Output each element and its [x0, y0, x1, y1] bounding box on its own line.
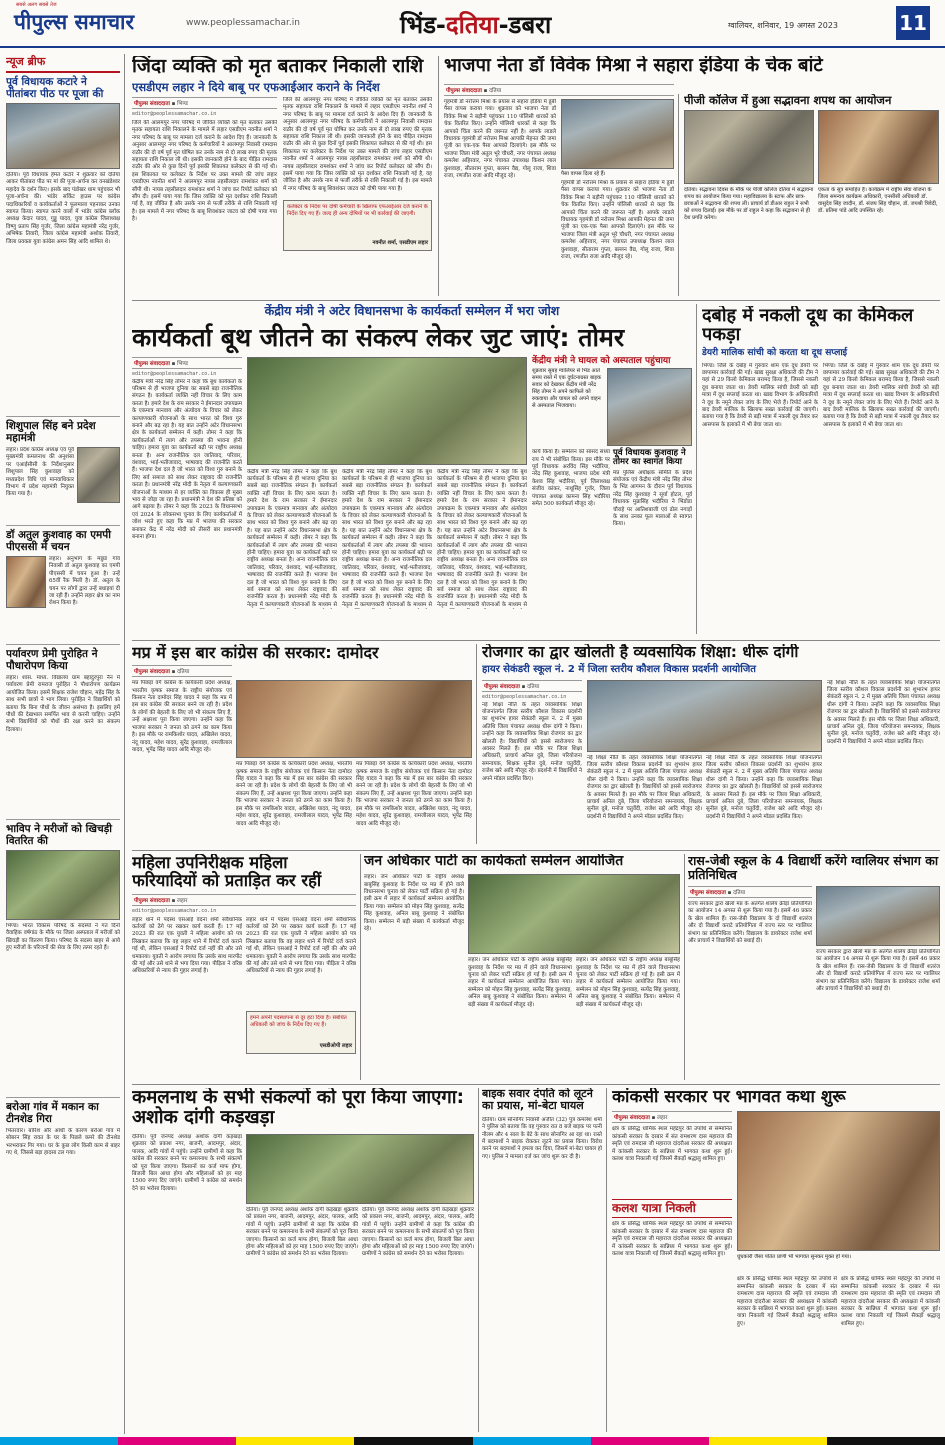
story-body: लहार। जन अधिकार पार्टी के राष्ट्रीय अध्यक्ष बाबूसिंह कुशवाह के निर्देश पर मप्र में होने वाले विधानसभा चुनाव को लेकर पार्टी सक्रिय हो गई है। इसी क्रम में लहार में कार्यकर्ता सम्मेलन आयोजित किया गया। सम्मेलन को मोहन सिंह कुशवाह, सत्येंद्र सिंह कुशवाह, अनिल बाबू कुशवाह ने संबोधित किया। सम्मेलन में बड़ी संख्या में कार्यकर्ता मौजूद रहे। — [364, 874, 464, 932]
story-body: लहार थाने में पदस्थ एसआई वंदना शर्मा संवैधानिक कर्तव्यों को ठेंगे पर रखकर कार्य करती हैं। 17 मई 2023 की रात एक युवती ने महिला आयोग को पत्र लिखकर बताया कि वह लहार थाने में रिपोर्ट दर्ज कराने गई थी, लेकिन एसआई ने रिपोर्ट दर्ज नहीं की और उसे धमकाया। युवती ने आरोप लगाया कि उसके साथ मारपीट की गई और उसे थाने से भगा दिया गया। पीड़िता ने वरिष्ठ अधिकारियों से न्याय की गुहार लगाई है। — [132, 916, 242, 975]
byline-place: दतिया — [177, 669, 190, 676]
story-body-cont: मप्र पिछड़ा वर्ग कांग्रेस के कार्यकारी प्रदेश अध्यक्ष, भारतीय कृषक समाज के राष्ट्रीय संयोजक एवं किसान नेता दामोदर सिंह यादव ने कहा कि मप्र में इस बार कांग्रेस की सरकार बनने जा रही है। प्रदेश के लोगों की बेहतरी के लिए जो भी संकल्प लिए हैं, उन्हें अक्षरशः पूरा किया जाएगा। उन्होंने कहा कि भाजपा सरकार ने जनता को ठगने का काम किया है। इस मौके पर रामकिशोर यादव, अखिलेश यादव, नंदू यादव, महेश यादव, सुरेंद्र कुशवाहा, रामजीलाल यादव, भूपेंद्र सिंह यादव आदि मौजूद रहे। — [356, 761, 472, 827]
byline: पीपुल्स संवाददाता ▪ दतिया — [482, 680, 582, 692]
brief-title: भाविप ने मरीजों को खिचड़ी वितरित की — [6, 823, 112, 847]
story-headline: पीजी कॉलेज में हुआ सद्भावना शपथ का आयोजन — [684, 94, 892, 107]
story-side-body: कार्य किया है। सम्मेलन को सांसद संध्या राय ने भी संबोधित किया। इस मौके पर पूर्व विधायक अरविंद सिंह भदौरिया, नरेंद्र सिंह कुशवाह, भाजपा प्रदेश मंत्री केशव सिंह भदौरिया, पूर्व जिलाध्यक्ष संजीव कांकर, नाथूसिंह गुर्जर, जिला पंचायत अध्यक्ष कामना सिंह भदौरिया समेत 500 कार्यकर्ता मौजूद रहे। — [532, 449, 610, 508]
byline: पीपुल्स संवाददाता ▪ दतिया — [688, 886, 812, 898]
story-woman-si — [132, 854, 356, 1080]
brief-photo — [6, 103, 120, 169]
quote-text: कलेक्टर के निर्देश पर दोषी कर्मचारी के खिलाफ एफआईआर दर्ज कराने के निर्देश दिए गए हैं। जल्द ही अन्य दोषियों पर भी कार्रवाई की जाएगी। — [287, 203, 428, 217]
story-photo — [818, 110, 939, 184]
story-body-cont: गृहमंत्री डॉ नरोत्तम मिश्रा के प्रयास से सहारा इंडिया में डूबी पैसा वापस कराया गया। शुक्रवार को भाजपा नेता डॉ विवेक मिश्रा ने बड़ौनी पहुंचकर 110 पॉलिसी धारकों को चेक वितरित किए। उन्होंने पॉलिसी धारकों से कहा कि आपको चिंता करने की जरूरत नहीं है। आपके लाडले विधायक गृहमंत्री डॉ नरोत्तम मिश्रा आपकी मेहनत की जमा पूंजी का एक-एक पैसा आपको दिलाएंगे। इस मौके पर भाजपा जिला मंत्री अतुल भूरे चौधरी, नगर पंचायत अध्यक्ष कमलेश अहिरवार, नगर पंचायत उपाध्यक्ष किशन लाल कुशवाहा, सीताराम गुप्ता, बल्लन वैद्य, गोलू राजा, शिवा राजा, रणजीत राजा आदि मौजूद रहे। — [561, 180, 674, 261]
column-rule — [124, 54, 125, 1434]
story-body-cont: नई शिक्षा नीति के तहत व्यवसायिक शिक्षा योजनांतर्गत जिला स्तरीय कौशल विकास प्रदर्शनी का शुभारंभ हायर सेकंडरी स्कूल नं. 2 में मुख्य अतिथि जिला पंचायत अध्यक्ष धीरू दांगी ने किया। उन्होंने कहा कि व्यवसायिक शिक्षा रोजगार का द्वार खोलती है। विद्यार्थियों को इससे स्वरोजगार के अवसर मिलते हैं। इस मौके पर जिला शिक्षा अधिकारी, प्राचार्य अनिल दुबे, जिला परियोजना समन्वयक, शिक्षक सुनील दुबे, मनोज चतुर्वेदी, राजेश खरे आदि मौजूद रहे। प्रदर्शनी में विद्यार्थियों ने अपने मॉडल प्रदर्शित किए। — [587, 754, 702, 820]
byline-source: पीपुल्स संवाददाता — [134, 360, 170, 367]
byline-source: पीपुल्स संवाददाता — [134, 669, 170, 676]
story-body-cont: लहार। जन अधिकार पार्टी के राष्ट्रीय अध्यक्ष बाबूसिंह कुशवाह के निर्देश पर मप्र में होने वाले विधानसभा चुनाव को लेकर पार्टी सक्रिय हो गई है। इसी क्रम में लहार में कार्यकर्ता सम्मेलन आयोजित किया गया। सम्मेलन को मोहन सिंह कुशवाह, सत्येंद्र सिंह कुशवाह, अनिल बाबू कुशवाह ने संबोधित किया। सम्मेलन में बड़ी संख्या में कार्यकर्ता मौजूद रहे। — [468, 957, 572, 1008]
story-photo — [587, 680, 822, 752]
story-body-cont: नई शिक्षा नीति के तहत व्यवसायिक शिक्षा योजनांतर्गत जिला स्तरीय कौशल विकास प्रदर्शनी का शुभारंभ हायर सेकंडरी स्कूल नं. 2 में मुख्य अतिथि जिला पंचायत अध्यक्ष धीरू दांगी ने किया। उन्होंने कहा कि व्यवसायिक शिक्षा रोजगार का द्वार खोलती है। विद्यार्थियों को इससे स्वरोजगार के अवसर मिलते हैं। इस मौके पर जिला शिक्षा अधिकारी, प्राचार्य अनिल दुबे, जिला परियोजना समन्वयक, शिक्षक सुनील दुबे, मनोज चतुर्वेदी, राजेश खरे आदि मौजूद रहे। प्रदर्शनी में विद्यार्थियों ने अपने मॉडल प्रदर्शित किए। — [827, 679, 940, 745]
story-body: नई शिक्षा नीति के तहत व्यवसायिक शिक्षा योजनांतर्गत जिला स्तरीय कौशल विकास प्रदर्शनी का शुभारंभ हायर सेकंडरी स्कूल नं. 2 में मुख्य अतिथि जिला पंचायत अध्यक्ष धीरू दांगी ने किया। उन्होंने कहा कि व्यवसायिक शिक्षा रोजगार का द्वार खोलती है। विद्यार्थियों को इससे स्वरोजगार के अवसर मिलते हैं। इस मौके पर जिला शिक्षा अधिकारी, प्राचार्य अनिल दुबे, जिला परियोजना समन्वयक, शिक्षक सुनील दुबे, मनोज चतुर्वेदी, राजेश खरे आदि मौजूद रहे। प्रदर्शनी में विद्यार्थियों ने अपने मॉडल प्रदर्शित किए। — [482, 701, 582, 782]
story-headline: दबोह में नकली दूध का केमिकल पकड़ा — [702, 306, 914, 346]
brief-item — [6, 76, 120, 412]
story-photo — [816, 886, 940, 946]
story-jan-adhikar — [364, 854, 680, 1080]
column-rule — [696, 304, 697, 634]
story-bike-robbery — [482, 1088, 602, 1432]
row-rule — [132, 850, 940, 851]
sub-story-headline: पूर्व विधायक कुशवाह ने तोमर का स्वागत किया — [613, 448, 686, 468]
story-body-cont: लहार। जन अधिकार पार्टी के राष्ट्रीय अध्यक्ष बाबूसिंह कुशवाह के निर्देश पर मप्र में होने वाले विधानसभा चुनाव को लेकर पार्टी सक्रिय हो गई है। इसी क्रम में लहार में कार्यकर्ता सम्मेलन आयोजित किया गया। सम्मेलन को मोहन सिंह कुशवाह, सत्येंद्र सिंह कुशवाह, अनिल बाबू कुशवाह ने संबोधित किया। सम्मेलन में बड़ी संख्या में कार्यकर्ता मौजूद रहे। — [576, 957, 680, 1008]
byline-email[interactable]: editor@peoplessamachar.co.in — [132, 907, 217, 914]
story-headline: रास-जेबी स्कूल के 4 विद्यार्थी करेंगे ग्वालियर संभाग का प्रतिनिधित्व — [688, 854, 939, 882]
section-bhind: भिंड- — [400, 11, 446, 39]
story-body-cont: दतिया। पूर्व जनपद अध्यक्ष अशोक दांगी कड़खड़ा शुक्रवार को प्रकाश नगर, बाजनी, आदमपुर, अंदार, पालक, आदि गांवों में पहुंचे। उन्होंने ग्रामीणों से कहा कि कांग्रेस की सरकार बनने पर कमलनाथ के सभी संकल्पों को पूरा किया जाएगा। किसानों का कर्ज माफ होगा, बिजली बिल आधा होगा और महिलाओं को हर माह 1500 रुपए दिए जाएंगे। ग्रामीणों ने कांग्रेस को समर्थन देने का भरोसा दिलाया। — [362, 1206, 474, 1258]
pull-quote: कलश यात्रा निकली — [612, 1199, 732, 1218]
story-body-cont: मप्र पिछड़ा वर्ग कांग्रेस के कार्यकारी प्रदेश अध्यक्ष, भारतीय कृषक समाज के राष्ट्रीय संयोजक एवं किसान नेता दामोदर सिंह यादव ने कहा कि मप्र में इस बार कांग्रेस की सरकार बनने जा रही है। प्रदेश के लोगों की बेहतरी के लिए जो भी संकल्प लिए हैं, उन्हें अक्षरशः पूरा किया जाएगा। उन्होंने कहा कि भाजपा सरकार ने जनता को ठगने का काम किया है। इस मौके पर रामकिशोर यादव, अखिलेश यादव, नंदू यादव, महेश यादव, सुरेंद्र कुशवाहा, रामजीलाल यादव, भूपेंद्र सिंह यादव आदि मौजूद रहे। — [236, 761, 352, 827]
byline-source: पीपुल्स संवाददाता — [134, 100, 170, 107]
quote-by: एसडीओपी लहार — [319, 1042, 352, 1049]
story-kamalnath-resolutions — [132, 1088, 474, 1432]
story-body-cont: क्षेत्र के प्रसिद्ध धार्मिक स्थल महेंद्रपुर की उपाधि से सम्मानित कांकसी सरकार के दरबार में संत रामशरण दास महाराज की स्मृति एवं रामदास जी महाराज दांदरौआ सरकार की अध्यक्षता में कांकसी सरकार के सान्निध्य में भागवत कथा शुरू हुई। कलश यात्रा निकाली गई जिसमें सैकड़ों श्रद्धालु शामिल हुए। — [737, 1276, 837, 1327]
story-photo — [684, 110, 814, 184]
story-tomar-booth — [132, 304, 692, 634]
photo-caption: धुंधकारी जैसा पतित प्राणी भी भागवत सुनकर मुक्त हो गया। — [737, 1254, 852, 1261]
story-quote — [246, 1011, 356, 1054]
story-headline: मप्र में इस बार कांग्रेस की सरकार: दामोदर — [132, 644, 379, 662]
story-photo — [468, 874, 680, 954]
story-photo — [246, 1134, 474, 1204]
section-title — [400, 8, 551, 41]
byline-email[interactable]: editor@peoplessamachar.co.in — [132, 110, 217, 117]
brief-body: भितरवार। बारिश और आंधी के कारण बरोआ गांव में सोबरन सिंह रावत के घर के पिछले कमरे की टीनशेड भरभराकर गिर गया। घर के कुछ लोग किसी काम से बाहर गए थे, जिससे बड़ा हादसा टल गया। — [6, 1128, 120, 1157]
story-headline: भाजपा नेता डॉ विवेक मिश्रा ने सहारा इंडिया के चेक बांटे — [444, 56, 823, 76]
photo-caption: दतिया। सद्भावना दिवस के मौके पर पीजी कॉलेज दतिया में सद्भावना शपथ का आयोजन किया गया। महाविद्यालय के स्टाफ और छात्र-छात्राओं ने सद्भावना की शपथ ली। प्राचार्य डॉ डीआर राहुल ने सभी को शपथ दिलाई। इस मौके पर डॉ राहुल ने कहा कि सद्भावना से ही देश प्रगति करेगा। — [684, 187, 814, 222]
site-url[interactable]: www.peoplessamachar.in — [186, 18, 300, 28]
brief-item — [6, 416, 120, 521]
story-photo — [561, 99, 674, 169]
quote-text: हमने अपनी पदस्थापना से दूर हटा दिया है। संबंधित अधिकारी को जांच के निर्देश दिए गए हैं। — [250, 1014, 347, 1028]
brief-item — [6, 1097, 120, 1228]
byline-place: दतिया — [733, 890, 746, 896]
column-rule — [606, 1088, 607, 1432]
brief-body: लहार। शास. माध्य. विद्यालय ग्राम बहादुरपुरा नैन में पर्यावरण प्रेमी रामराज पुरोहित ने पौधारोपण कार्यक्रम आयोजित किया। इसमें शिक्षक राजेश चौहान, महेंद्र सिंह के साथ सभी छात्रों ने भाग लिया। पुरोहित ने विद्यार्थियों को बताया कि बिना पौधों के जीवन असंभव है। इसलिए हमें पौधों की देखभाल समर्पित भाव से करनी चाहिए। उन्होंने सभी विद्यार्थियों को पौधों की रक्षा करने का संकल्प दिलाया। — [6, 675, 120, 733]
brief-title: शिशुपाल सिंह बने प्रदेश महामंत्री — [6, 420, 96, 444]
brief-photo — [6, 850, 120, 920]
story-headline: बाइक सवार दंपति को लूटने का प्रयास, मां-बेटा घायल — [482, 1088, 593, 1112]
story-headline: महिला उपनिरीक्षक महिला फरियादियों को प्रताड़ित कर रहीं — [132, 854, 322, 890]
row-rule — [132, 300, 940, 301]
column-rule — [476, 644, 477, 844]
brief-photo — [77, 447, 120, 503]
byline-place: भिण्ड — [177, 100, 188, 107]
byline-place: दतिया — [489, 88, 502, 94]
story-pg-college-oath — [684, 94, 939, 296]
print-registration-bar — [0, 1437, 945, 1445]
dateline: ग्वालियर, शनिवार, 19 अगस्त 2023 — [728, 21, 839, 30]
byline-email[interactable]: editor@peoplessamachar.co.in — [482, 693, 567, 700]
story-body: दतिया। पूर्व जनपद अध्यक्ष अशोक दांगी कड़खड़ा शुक्रवार को प्रकाश नगर, बाजनी, आदमपुर, अंदार, पालक, आदि गांवों में पहुंचे। उन्होंने ग्रामीणों से कहा कि कांग्रेस की सरकार बनने पर कमलनाथ के सभी संकल्पों को पूरा किया जाएगा। किसानों का कर्ज माफ होगा, बिजली बिल आधा होगा और महिलाओं को हर माह 1500 रुपए दिए जाएंगे। ग्रामीणों ने कांग्रेस को समर्थन देने का भरोसा दिलाया। — [132, 1133, 242, 1192]
sub-story-body: मप्र पुलिस अधीक्षक समिति के प्रदेश संयोजक एवं केंद्रीय मंत्री नरेंद्र सिंह तोमर के भिंड आगमन के दौरान पूर्व विधायक नरेंद्र सिंह कुशवाह ने सूर्या होटल, पूर्व विधायक मुन्नासिंह भदौरिया ने भिंडोडा चौराहे पर आतिशबाजी एवं ढोल नगाड़ों के साथ उनका फूल मालाओं से स्वागत किया। — [613, 469, 692, 528]
story-body: भिण्ड। जिले के दबोह में गुरुवार शाम एक दूध डेयरी पर छापामार कार्रवाई की गई। खाद्य सुरक्षा अधिकारी की टीम ने यहां से 29 किलो केमिकल बरामद किया है, जिससे नकली दूध बनाया जाता था। डेयरी मालिक सांची डेयरी को बड़ी मात्रा में दूध सप्लाई करता था। खाद्य विभाग के अधिकारियों ने दूध के नमूने लेकर जांच के लिए भेजे हैं। रिपोर्ट आने के बाद डेयरी मालिक के खिलाफ सख्त कार्रवाई की जाएगी। बताया गया है कि डेयरी से बड़ी मात्रा में नकली दूध तैयार कर आसपास के इलाकों में भी बेचा जाता था। — [702, 362, 818, 428]
story-vocational-education — [482, 644, 940, 844]
brief-title: पर्यावरण प्रेमी पुरोहित ने पौधारोपण किया — [6, 648, 98, 672]
byline-source: पीपुल्स संवाददाता — [614, 1115, 650, 1122]
page-number: 11 — [896, 6, 930, 40]
section-datia: दतिया — [445, 11, 499, 39]
brief-item — [6, 644, 120, 815]
inset-photo — [607, 368, 692, 446]
story-body-cont: दतिया। पूर्व जनपद अध्यक्ष अशोक दांगी कड़खड़ा शुक्रवार को प्रकाश नगर, बाजनी, आदमपुर, अंदार, पालक, आदि गांवों में पहुंचे। उन्होंने ग्रामीणों से कहा कि कांग्रेस की सरकार बनने पर कमलनाथ के सभी संकल्पों को पूरा किया जाएगा। किसानों का कर्ज माफ होगा, बिजली बिल आधा होगा और महिलाओं को हर माह 1500 रुपए दिए जाएंगे। ग्रामीणों ने कांग्रेस को समर्थन देने का भरोसा दिलाया। — [246, 1206, 358, 1258]
story-body: दतिया। ग्राम सोनागिर निवासी अजीत (32) पुत्र कमलेश शर्मा ने पुलिस को बताया कि वह गुरुवार रात 8 बजे बाइक पर पत्नी नीलम और 4 साल के बेटे के साथ सोनागिर आ रहा था। रास्ते में बदमाशों ने बाइक रोककर लूटने का प्रयास किया। विरोध करने पर बदमाशों ने हमला कर दिया, जिसमें मां-बेटा घायल हो गए। पुलिस ने मामला दर्ज कर जांच शुरू कर दी है। — [482, 1116, 602, 1160]
story-photo — [247, 357, 527, 465]
photo-caption: पैसा वापस दिला रहे हैं। — [561, 171, 606, 177]
section-dabra: -डबरा — [498, 11, 552, 39]
story-photo — [236, 680, 472, 758]
story-headline: रोजगार का द्वार खोलती है व्यवसायिक शिक्षा: धीरू दांगी — [482, 644, 799, 661]
story-subhead: डेयरी मालिक सांची को करता था दूध सप्लाई — [702, 347, 848, 358]
brief-body: दतिया। पूर्व विधायक हेमंत कटारे ने शुक्रवार को दतिया आकर पीतांबरा पीठ पर मां की पूजा-अर्चना कर वनखंडेश्वर महादेव के दर्शन किए। इसके बाद पंडोखर धाम पहुंचकर भी पूजा-अर्चना की। भांडेर सर्किट हाउस पर कांग्रेस पदाधिकारियों व कार्यकर्ताओं ने फूलमाला पहनाकर उनका स्वागत किया। स्वागत करने वालों में भांडेर कांग्रेस ब्लॉक अध्यक्ष केदार यादव, गुड्डू यादव, युवा कांग्रेस जिलाध्यक्ष विष्णु प्रताप सिंह गुर्जर, जिला कांग्रेस महामंत्री नरेंद्र गुर्जर, अभिषेक तिवारी, जिला कांग्रेस महामंत्री अशोक तिवारी, जिला प्रवक्ता युवा कांग्रेस अमन सिंह आदि शामिल थे। — [6, 172, 120, 245]
brief-body: लहार। अनुभाग के मछुंड गांव निवासी डॉ अतुल कुशवाह का एमपी पीएससी में चयन हुआ है। उन्हें 65वीं रैंक मिली है। डॉ. अतुल के चयन पर लोगों द्वारा उन्हें बधाइयां दी जा रही हैं। उन्होंने लहार क्षेत्र का नाम रोशन किया है। — [49, 556, 120, 607]
story-headline: कमलनाथ के सभी संकल्पों को पूरा किया जाएगा: अशोक दांगी कड़खड़ा — [132, 1088, 464, 1128]
byline-source: पीपुल्स संवाददाता — [134, 897, 170, 904]
story-body-cont: लहार थाने में पदस्थ एसआई वंदना शर्मा संवैधानिक कर्तव्यों को ठेंगे पर रखकर कार्य करती हैं। 17 मई 2023 की रात एक युवती ने महिला आयोग को पत्र लिखकर बताया कि वह लहार थाने में रिपोर्ट दर्ज कराने गई थी, लेकिन एसआई ने रिपोर्ट दर्ज नहीं की और उसे धमकाया। युवती ने आरोप लगाया कि उसके साथ मारपीट की गई और उसे थाने से भगा दिया गया। पीड़िता ने वरिष्ठ अधिकारियों से न्याय की गुहार लगाई है। — [246, 916, 356, 975]
story-fake-milk — [702, 306, 940, 634]
byline-place: लहार — [177, 897, 188, 904]
logo-tagline: सबसे अलग सबसे तेज — [16, 2, 57, 8]
brief-title: बरोआ गांव में मकान का टीनशेड गिरा — [6, 1101, 99, 1125]
story-body-cont: क्षेत्र के प्रसिद्ध धार्मिक स्थल महेंद्रपुर की उपाधि से सम्मानित कांकसी सरकार के दरबार में संत रामशरण दास महाराज की स्मृति एवं रामदास जी महाराज दांदरौआ सरकार की अध्यक्षता में कांकसी सरकार के सान्निध्य में भागवत कथा शुरू हुई। कलश यात्रा निकाली गई जिसमें सैकड़ों श्रद्धालु शामिल हुए। — [612, 1221, 732, 1257]
story-alive-declared-dead — [132, 56, 432, 296]
byline-source: पीपुल्स संवाददाता — [446, 88, 482, 94]
story-body: जिले की आलमपुर नगर परिषद में जीवित व्यक्ति को मृत बताकर उसकी मृतक सहायता राशि निकालने के मामले में लहार एसडीएम नवनीत शर्मा ने नगर परिषद के बाबू पर मामला दर्ज कराने के आदेश दिए हैं। जानकारी के अनुसार आलमपुर नगर परिषद के कर्मचारियों ने आलमपुर निवासी रामदास राठौर की दो वर्ष पूर्व मृत घोषित कर उनके नाम से दो लाख रुपए की मृतक सहायता राशि निकाल ली थी। इसकी जानकारी होने के बाद पीड़ित रामदास राठौर की ओर से कुछ दिनों पूर्व इसकी शिकायत कलेक्टर से की गई थी। इस शिकायत पर कलेक्टर के निर्देश पर उक्त मामले की जांच लहार एसडीएम नवनीत शर्मा ने आलमपुर नायब तहसीलदार रामशंकर शर्मा को सौंपी थी। नायब तहसीलदार रामशंकर शर्मा ने जांच कर रिपोर्ट कलेक्टर को सौंप दी। इसमें पाया गया कि जिस व्यक्ति को मृत दर्शाकर राशि निकाली गई है, वह जीवित है और उसके नाम से फर्जी तरीके से राशि निकाली गई है। इस मामले में नगर परिषद के बाबू शिवशंकर जाटव को दोषी पाया गया है। — [132, 119, 277, 223]
byline: पीपुल्स संवाददाता ▪ लहार — [132, 894, 356, 906]
brief-body: लहार। प्रदेश कांग्रेस अध्यक्ष एवं पूर्व मुख्यमंत्री कमलनाथ की अनुशंसा पर एआईसीसी के निर्देशानुसार शिशुपाल सिंह कुशवाहा को मध्यप्रदेश विधि एवं मानवाधिकार विभाग में प्रदेश महामंत्री नियुक्त किया गया है। — [6, 447, 74, 498]
story-photo — [737, 1111, 940, 1251]
story-headline: जिंदा व्यक्ति को मृत बताकर निकाली राशि — [132, 56, 424, 77]
column-rule — [438, 56, 439, 296]
column-rule — [360, 854, 361, 1080]
byline-source: पीपुल्स संवाददाता — [690, 890, 726, 896]
byline: पीपुल्स संवाददाता ▪ भिण्ड — [132, 357, 242, 369]
story-ras-jb-school — [688, 854, 940, 1080]
news-brief-column — [6, 54, 120, 1434]
brief-item — [6, 819, 120, 1093]
brief-title: डॉ अतुल कुशवाह का एमपी पीएससी में चयन — [6, 529, 111, 553]
column-rule — [478, 1088, 479, 1432]
row-rule — [132, 640, 940, 641]
story-body-cont: केंद्रीय मंत्री नरेंद्र सिंह तोमर ने कहा कि बूथ कार्यकर्ता के परिश्रम से ही भाजपा दुनिया का सबसे बड़ा राजनीतिक संगठन है। कार्यकर्ता व्यक्ति नहीं विचार के लिए काम करता है। हमारे देश के राम सरकार ने ईमानदार उपायक्रम के एकमात्र मानवाय और अंत्योदय के विचार को लेकर कल्याणकारी योजनाओं के साथ भारत को विश्व गुरु बनाने और बढ़ रहा है। यह बात उन्होंने अटेर विधानसभा क्षेत्र के कार्यकर्ता सम्मेलन में कही। तोमर ने कहा कि कार्यकर्ताओं में त्याग और तपस्या की भावना होनी चाहिए। हमारा युवा का कार्यकर्ता बढ़ी पर राष्ट्रीय अध्यक्ष बनता है। अन्य राजनीतिक दल जातिवाद, परिवार, वंशवाद, भाई-भतीजावाद, भाषावाद की राजनीति करते हैं। भाजपा देश दल है जो भारत को विश्व गुरु बनाने के लिए सर्व समाज को साथ लेकर राष्ट्रवाद की राजनीति करता है। प्रधानमंत्री नरेंद्र मोदी के नेतृत्व में कल्याणकारी योजनाओं के माध्यम से — [437, 468, 527, 608]
brief-title: पूर्व विधायक कटारे ने पीतांबरा पीठ पर पूजा की — [6, 76, 104, 100]
story-body: क्षेत्र के प्रसिद्ध धार्मिक स्थल महेंद्रपुर की उपाधि से सम्मानित कांकसी सरकार के दरबार में संत रामशरण दास महाराज की स्मृति एवं रामदास जी महाराज दांदरौआ सरकार की अध्यक्षता में कांकसी सरकार के सान्निध्य में भागवत कथा शुरू हुई। कलश यात्रा निकाली गई जिसमें सैकड़ों श्रद्धालु शामिल हुए। — [612, 1126, 732, 1162]
inset-headline: केंद्रीय मंत्री ने घायल को अस्पताल पहुंचाया — [532, 355, 671, 366]
byline: पीपुल्स संवाददाता ▪ लहार — [612, 1111, 732, 1123]
story-headline: जन अधिकार पार्टी का कार्यकर्ता सम्मेलन आयोजित — [364, 854, 624, 869]
inset-body: शुक्रवार सुबह ग्वालियर से भिंड आते समय रास्ते में एक दुर्घटनाग्रस्त बाइक सवार को देखकर केंद्रीय मंत्री नरेंद्र सिंह तोमर ने अपने काफिले को रुकवाया और घायल को अपने वाहन से अस्पताल भिजवाया। — [532, 368, 602, 410]
byline: पीपुल्स संवाददाता ▪ दतिया — [444, 84, 674, 96]
story-headline: कांकसी सरकार पर भागवत कथा शुरू — [612, 1088, 846, 1107]
row-rule — [132, 1084, 940, 1085]
brief-label: न्यूज ब्रीफ — [6, 54, 120, 73]
masthead — [0, 0, 945, 48]
story-body: गृहमंत्री डॉ नरोत्तम मिश्रा के प्रयास से सहारा इंडिया में डूबी पैसा वापस कराया गया। शुक्रवार को भाजपा नेता डॉ विवेक मिश्रा ने बड़ौनी पहुंचकर 110 पॉलिसी धारकों को चेक वितरित किए। उन्होंने पॉलिसी धारकों से कहा कि आपको चिंता करने की जरूरत नहीं है। आपके लाडले विधायक गृहमंत्री डॉ नरोत्तम मिश्रा आपकी मेहनत की जमा पूंजी का एक-एक पैसा आपको दिलाएंगे। इस मौके पर भाजपा जिला मंत्री अतुल भूरे चौधरी, नगर पंचायत अध्यक्ष कमलेश अहिरवार, नगर पंचायत उपाध्यक्ष किशन लाल कुशवाहा, सीताराम गुप्ता, बल्लन वैद्य, गोलू राजा, शिवा राजा, रणजीत राजा आदि मौजूद रहे। — [444, 99, 556, 180]
story-damodar — [132, 644, 472, 844]
logo: पीपुल्स समाचार — [14, 10, 135, 34]
story-body-cont: केंद्रीय मंत्री नरेंद्र सिंह तोमर ने कहा कि बूथ कार्यकर्ता के परिश्रम से ही भाजपा दुनिया का सबसे बड़ा राजनीतिक संगठन है। कार्यकर्ता व्यक्ति नहीं विचार के लिए काम करता है। हमारे देश के राम सरकार ने ईमानदार उपायक्रम के एकमात्र मानवाय और अंत्योदय के विचार को लेकर कल्याणकारी योजनाओं के साथ भारत को विश्व गुरु बनाने और बढ़ रहा है। यह बात उन्होंने अटेर विधानसभा क्षेत्र के कार्यकर्ता सम्मेलन में कही। तोमर ने कहा कि कार्यकर्ताओं में त्याग और तपस्या की भावना होनी चाहिए। हमारा युवा का कार्यकर्ता बढ़ी पर राष्ट्रीय अध्यक्ष बनता है। अन्य राजनीतिक दल जातिवाद, परिवार, वंशवाद, भाई-भतीजावाद, भाषावाद की राजनीति करते हैं। भाजपा देश दल है जो भारत को विश्व गुरु बनाने के लिए सर्व समाज को साथ लेकर राष्ट्रवाद की राजनीति करता है। प्रधानमंत्री नरेंद्र मोदी के नेतृत्व में कल्याणकारी योजनाओं के माध्यम से — [247, 468, 337, 608]
story-subhead: हायर सेकंडरी स्कूल नं. 2 में जिला स्तरीय कौशल विकास प्रदर्शनी आयोजित — [482, 663, 756, 675]
byline: पीपुल्स संवाददाता ▪ दतिया — [132, 665, 232, 677]
photo-caption: एकता के सूत्र समाहित हैं। कार्यक्रम में राष्ट्रीय सेवा योजना के जिला समन्वय कार्यक्रम अधिकारी, एनसीसी अधिकारी डॉ. वासुदेव सिंह जादौन, डॉ. संजय सिंह चौहान, डॉ. जयश्री त्रिवेदी, डॉ. प्रतिमा पांडे आदि उपस्थित रहे। — [818, 187, 938, 215]
story-body: मप्र पिछड़ा वर्ग कांग्रेस के कार्यकारी प्रदेश अध्यक्ष, भारतीय कृषक समाज के राष्ट्रीय संयोजक एवं किसान नेता दामोदर सिंह यादव ने कहा कि मप्र में इस बार कांग्रेस की सरकार बनने जा रही है। प्रदेश के लोगों की बेहतरी के लिए जो भी संकल्प लिए हैं, उन्हें अक्षरशः पूरा किया जाएगा। उन्होंने कहा कि भाजपा सरकार ने जनता को ठगने का काम किया है। इस मौके पर रामकिशोर यादव, अखिलेश यादव, नंदू यादव, महेश यादव, सुरेंद्र कुशवाहा, रामजीलाल यादव, भूपेंद्र सिंह यादव आदि मौजूद रहे। — [132, 680, 232, 753]
story-body-cont: भिण्ड। जिले के दबोह में गुरुवार शाम एक दूध डेयरी पर छापामार कार्रवाई की गई। खाद्य सुरक्षा अधिकारी की टीम ने यहां से 29 किलो केमिकल बरामद किया है, जिससे नकली दूध बनाया जाता था। डेयरी मालिक सांची डेयरी को बड़ी मात्रा में दूध सप्लाई करता था। खाद्य विभाग के अधिकारियों ने दूध के नमूने लेकर जांच के लिए भेजे हैं। रिपोर्ट आने के बाद डेयरी मालिक के खिलाफ सख्त कार्रवाई की जाएगी। बताया गया है कि डेयरी से बड़ी मात्रा में नकली दूध तैयार कर आसपास के इलाकों में भी बेचा जाता था। — [823, 362, 939, 428]
byline-place: दतिया — [527, 683, 540, 690]
story-bhagwat-katha — [612, 1088, 940, 1432]
story-body-cont: क्षेत्र के प्रसिद्ध धार्मिक स्थल महेंद्रपुर की उपाधि से सम्मानित कांकसी सरकार के दरबार में संत रामशरण दास महाराज की स्मृति एवं रामदास जी महाराज दांदरौआ सरकार की अध्यक्षता में कांकसी सरकार के सान्निध्य में भागवत कथा शुरू हुई। कलश यात्रा निकाली गई जिसमें सैकड़ों श्रद्धालु शामिल हुए। — [841, 1276, 940, 1327]
story-body-cont: नई शिक्षा नीति के तहत व्यवसायिक शिक्षा योजनांतर्गत जिला स्तरीय कौशल विकास प्रदर्शनी का शुभारंभ हायर सेकंडरी स्कूल नं. 2 में मुख्य अतिथि जिला पंचायत अध्यक्ष धीरू दांगी ने किया। उन्होंने कहा कि व्यवसायिक शिक्षा रोजगार का द्वार खोलती है। विद्यार्थियों को इससे स्वरोजगार के अवसर मिलते हैं। इस मौके पर जिला शिक्षा अधिकारी, प्राचार्य अनिल दुबे, जिला परियोजना समन्वयक, शिक्षक सुनील दुबे, मनोज चतुर्वेदी, राजेश खरे आदि मौजूद रहे। प्रदर्शनी में विद्यार्थियों ने अपने मॉडल प्रदर्शित किए। — [706, 754, 822, 820]
story-headline: कार्यकर्ता बूथ जीतने का संकल्प लेकर जुट जाएं: तोमर — [132, 322, 625, 352]
byline-place: भिण्ड — [177, 360, 188, 367]
byline-source: पीपुल्स संवाददाता — [484, 683, 520, 690]
story-body: राज्य सरकार द्वारा खेलो मप्र के अंतर्गत शालेय क्रीड़ा प्रतियोगिता का आयोजन 14 अगस्त से शुरू किया गया है। इसमें 46 प्रकार के खेल शामिल हैं। रास-जेबी विद्यालय के दो विद्यार्थी शतरंज और दो विद्यार्थी कराटे प्रतियोगिता में राज्य स्तर पर ग्वालियर संभाग का प्रतिनिधित्व करेंगे। विद्यालय के डायरेक्टर राजेश शर्मा और प्राचार्य ने विद्यार्थियों को बधाई दी। — [688, 901, 812, 945]
byline: पीपुल्स संवाददाता ▪ भिण्ड — [132, 97, 277, 109]
column-rule — [684, 854, 685, 1080]
brief-item — [6, 525, 120, 640]
story-body: केंद्रीय मंत्री नरेंद्र सिंह तोमर ने कहा कि बूथ कार्यकर्ता के परिश्रम से ही भाजपा दुनिया का सबसे बड़ा राजनीतिक संगठन है। कार्यकर्ता व्यक्ति नहीं विचार के लिए काम करता है। हमारे देश के राम सरकार ने ईमानदार उपायक्रम के एकमात्र मानवाय और अंत्योदय के विचार को लेकर कल्याणकारी योजनाओं के साथ भारत को विश्व गुरु बनाने और बढ़ रहा है। यह बात उन्होंने अटेर विधानसभा क्षेत्र के कार्यकर्ता सम्मेलन में कही। तोमर ने कहा कि कार्यकर्ताओं में त्याग और तपस्या की भावना होनी चाहिए। हमारा युवा का कार्यकर्ता बढ़ी पर राष्ट्रीय अध्यक्ष बनता है। अन्य राजनीतिक दल जातिवाद, परिवार, वंशवाद, भाई-भतीजावाद, भाषावाद की राजनीति करते हैं। भाजपा देश दल है जो भारत को विश्व गुरु बनाने के लिए सर्व समाज को साथ लेकर राष्ट्रवाद की राजनीति करता है। प्रधानमंत्री नरेंद्र मोदी के नेतृत्व में कल्याणकारी योजनाओं के माध्यम से हर व्यक्ति का विकास ही मुख्य भाव से जोड़ा जा रहा है। प्रधानमंत्री ने देश की प्रतिष्ठा को आगे बढ़ाया है। तोमर ने कहा कि 2023 के विधानसभा एवं 2024 के लोकसभा चुनाव के लिए कार्यकर्ताओं में जोश भरते हुए कहा कि मप्र में भाजपा की सरकार बनाकर केंद्र में नरेंद्र मोदी को तीसरी बार प्रधानमंत्री बनाना होगा। — [132, 378, 242, 541]
story-subhead: एसडीएम लहार ने दिये बाबू पर एफआईआर कराने के निर्देश — [132, 79, 380, 94]
story-body-cont: जिले की आलमपुर नगर परिषद में जीवित व्यक्ति को मृत बताकर उसकी मृतक सहायता राशि निकालने के मामले में लहार एसडीएम नवनीत शर्मा ने नगर परिषद के बाबू पर मामला दर्ज कराने के आदेश दिए हैं। जानकारी के अनुसार आलमपुर नगर परिषद के कर्मचारियों ने आलमपुर निवासी रामदास राठौर की दो वर्ष पूर्व मृत घोषित कर उनके नाम से दो लाख रुपए की मृतक सहायता राशि निकाल ली थी। इसकी जानकारी होने के बाद पीड़ित रामदास राठौर की ओर से कुछ दिनों पूर्व इसकी शिकायत कलेक्टर से की गई थी। इस शिकायत पर कलेक्टर के निर्देश पर उक्त मामले की जांच लहार एसडीएम नवनीत शर्मा ने आलमपुर नायब तहसीलदार रामशंकर शर्मा को सौंपी थी। नायब तहसीलदार रामशंकर शर्मा ने जांच कर रिपोर्ट कलेक्टर को सौंप दी। इसमें पाया गया कि जिस व्यक्ति को मृत दर्शाकर राशि निकाली गई है, वह जीवित है और उसके नाम से फर्जी तरीके से राशि निकाली गई है। इस मामले में नगर परिषद के बाबू शिवशंकर जाटव को दोषी पाया गया है। — [283, 96, 432, 192]
byline-place: लहार — [657, 1115, 668, 1122]
story-quote — [283, 200, 432, 251]
brief-body: भिण्ड। भारत विकास परिषद के सदस्यों ने गत दिनों वैवाहिक वर्षगांठ के मौके पर जिला अस्पताल में मरीजों को खिचड़ी का वितरण किया। परिषद के सदस्य बाहर से आये हुए मरीजों के परिजनों की सेवा के लिए तत्पर रहते हैं। — [6, 923, 120, 952]
column-rule — [678, 94, 679, 296]
quote-by: नवनीत शर्मा, एसडीएम लहार — [372, 239, 428, 246]
story-sahara-body — [444, 84, 674, 296]
story-body-cont: केंद्रीय मंत्री नरेंद्र सिंह तोमर ने कहा कि बूथ कार्यकर्ता के परिश्रम से ही भाजपा दुनिया का सबसे बड़ा राजनीतिक संगठन है। कार्यकर्ता व्यक्ति नहीं विचार के लिए काम करता है। हमारे देश के राम सरकार ने ईमानदार उपायक्रम के एकमात्र मानवाय और अंत्योदय के विचार को लेकर कल्याणकारी योजनाओं के साथ भारत को विश्व गुरु बनाने और बढ़ रहा है। यह बात उन्होंने अटेर विधानसभा क्षेत्र के कार्यकर्ता सम्मेलन में कही। तोमर ने कहा कि कार्यकर्ताओं में त्याग और तपस्या की भावना होनी चाहिए। हमारा युवा का कार्यकर्ता बढ़ी पर राष्ट्रीय अध्यक्ष बनता है। अन्य राजनीतिक दल जातिवाद, परिवार, वंशवाद, भाई-भतीजावाद, भाषावाद की राजनीति करते हैं। भाजपा देश दल है जो भारत को विश्व गुरु बनाने के लिए सर्व समाज को साथ लेकर राष्ट्रवाद की राजनीति करता है। प्रधानमंत्री नरेंद्र मोदी के नेतृत्व में कल्याणकारी योजनाओं के माध्यम से — [342, 468, 432, 608]
byline-email[interactable]: editor@peoplessamachar.co.in — [132, 370, 217, 377]
story-kicker: केंद्रीय मंत्री ने अटेर विधानसभा के कार्यकर्ता सम्मेलन में भरा जोश — [264, 304, 560, 318]
story-body-cont: राज्य सरकार द्वारा खेलो मप्र के अंतर्गत शालेय क्रीड़ा प्रतियोगिता का आयोजन 14 अगस्त से शुरू किया गया है। इसमें 46 प्रकार के खेल शामिल हैं। रास-जेबी विद्यालय के दो विद्यार्थी शतरंज और दो विद्यार्थी कराटे प्रतियोगिता में राज्य स्तर पर ग्वालियर संभाग का प्रतिनिधित्व करेंगे। विद्यालय के डायरेक्टर राजेश शर्मा और प्राचार्य ने विद्यार्थियों को बधाई दी। — [816, 949, 940, 993]
brief-photo — [6, 556, 46, 608]
